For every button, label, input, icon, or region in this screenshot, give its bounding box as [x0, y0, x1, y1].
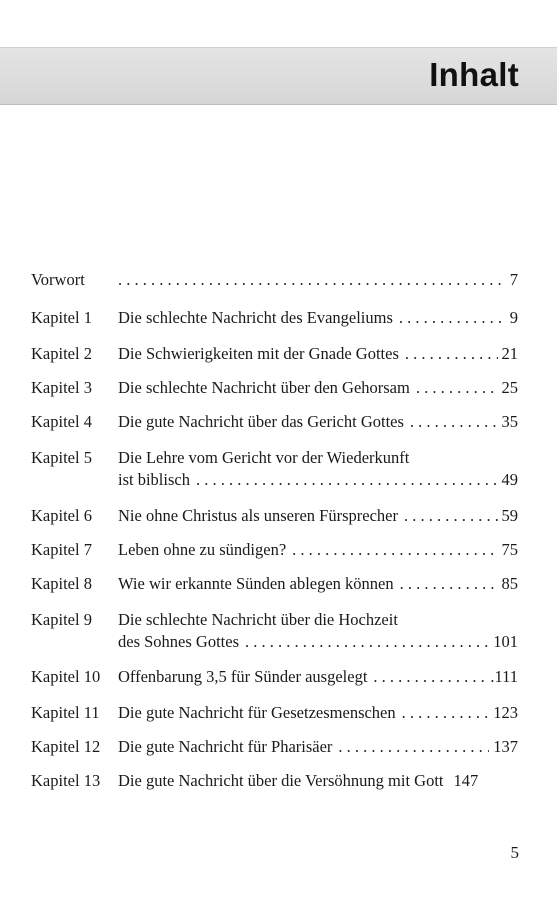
toc-title: Wie wir erkannte Sünden ablegen können: [118, 574, 394, 593]
toc-body: [118, 702, 518, 724]
toc-body: [118, 307, 518, 329]
toc-page: 75: [501, 540, 518, 559]
toc-page: .111: [490, 667, 518, 686]
toc-title: Die schlechte Nachricht über die Hochzeit: [118, 610, 398, 629]
toc-title: Leben ohne zu sündigen?: [118, 540, 287, 559]
toc-page: 7: [509, 270, 518, 289]
toc-title: Die schlechte Nachricht des Evangeliums: [118, 308, 393, 327]
toc-title: Die gute Nachricht für Gesetzesmenschen: [118, 703, 396, 722]
toc-dot-leader: [118, 269, 506, 291]
toc-label: Kapitel 12: [31, 737, 101, 756]
toc-body: [118, 377, 518, 399]
toc-title: Offenbarung 3,5 für Sünder ausgelegt: [118, 667, 368, 686]
toc-body: [118, 539, 518, 561]
toc-title: Die Lehre vom Gericht vor der Wiederkunft: [118, 448, 410, 467]
toc-page: 25: [501, 378, 518, 397]
toc-dot-leader: [400, 573, 498, 595]
toc-body: [118, 343, 518, 365]
toc-page: 49: [501, 470, 518, 489]
toc-page: 137: [493, 737, 518, 756]
toc-title-continued: ist biblisch: [118, 470, 190, 489]
toc-page: 123: [493, 703, 518, 722]
toc-body: [118, 269, 518, 291]
toc-page: 9: [509, 308, 518, 327]
toc-title: Nie ohne Christus als unseren Fürsprecher: [118, 506, 398, 525]
toc-title: Die Schwierigkeiten mit der Gnade Gottes: [118, 344, 399, 363]
toc-dot-leader: [404, 505, 498, 527]
toc-label: Kapitel 13: [31, 771, 101, 790]
toc-dot-leader: [405, 343, 498, 365]
toc-dot-leader: [399, 307, 506, 329]
toc-body: [118, 666, 518, 688]
toc-dot-leader: [402, 702, 490, 724]
toc-label: Kapitel 11: [31, 703, 100, 722]
toc-dot-leader: [373, 666, 486, 688]
toc-body: [118, 411, 518, 433]
toc-dot-leader: [410, 411, 498, 433]
toc-page: 85: [501, 574, 518, 593]
toc-label: Kapitel 9: [31, 610, 92, 629]
toc-dot-leader: [292, 539, 497, 561]
toc-body: [118, 770, 518, 792]
toc-dot-leader: [338, 736, 489, 758]
toc-title: Die gute Nachricht über das Gericht Gottes: [118, 412, 404, 431]
toc-label: Kapitel 7: [31, 540, 92, 559]
toc-label: Kapitel 3: [31, 378, 92, 397]
toc-body: [118, 505, 518, 527]
toc-title-continued: des Sohnes Gottes: [118, 632, 239, 651]
page-number: 5: [510, 843, 519, 862]
toc-body: [118, 736, 518, 758]
toc-label: Kapitel 2: [31, 344, 92, 363]
toc-label: Kapitel 1: [31, 308, 92, 327]
toc-page: 35: [501, 412, 518, 431]
toc-dot-leader: [416, 377, 498, 399]
page-title: Inhalt: [429, 56, 519, 93]
toc-title: Die schlechte Nachricht über den Gehorsam: [118, 378, 410, 397]
toc-page: 59: [501, 506, 518, 525]
toc-page: 147: [453, 771, 479, 790]
toc-dot-leader: [196, 469, 498, 491]
toc-label: Kapitel 5: [31, 448, 92, 467]
toc-page: 101: [493, 632, 518, 651]
toc-label: Vorwort: [31, 270, 85, 289]
toc-label: Kapitel 10: [31, 667, 101, 686]
toc-page: 21: [501, 344, 518, 363]
toc-label: Kapitel 8: [31, 574, 92, 593]
toc-body: [118, 573, 518, 595]
toc-title: Die gute Nachricht für Pharisäer: [118, 737, 333, 756]
toc-label: Kapitel 6: [31, 506, 92, 525]
toc-label: Kapitel 4: [31, 412, 92, 431]
toc-dot-leader: [245, 631, 489, 653]
toc-body: [118, 609, 518, 653]
toc-body: [118, 447, 518, 491]
toc-title: Die gute Nachricht über die Versöhnung mit Gott: [118, 771, 444, 790]
